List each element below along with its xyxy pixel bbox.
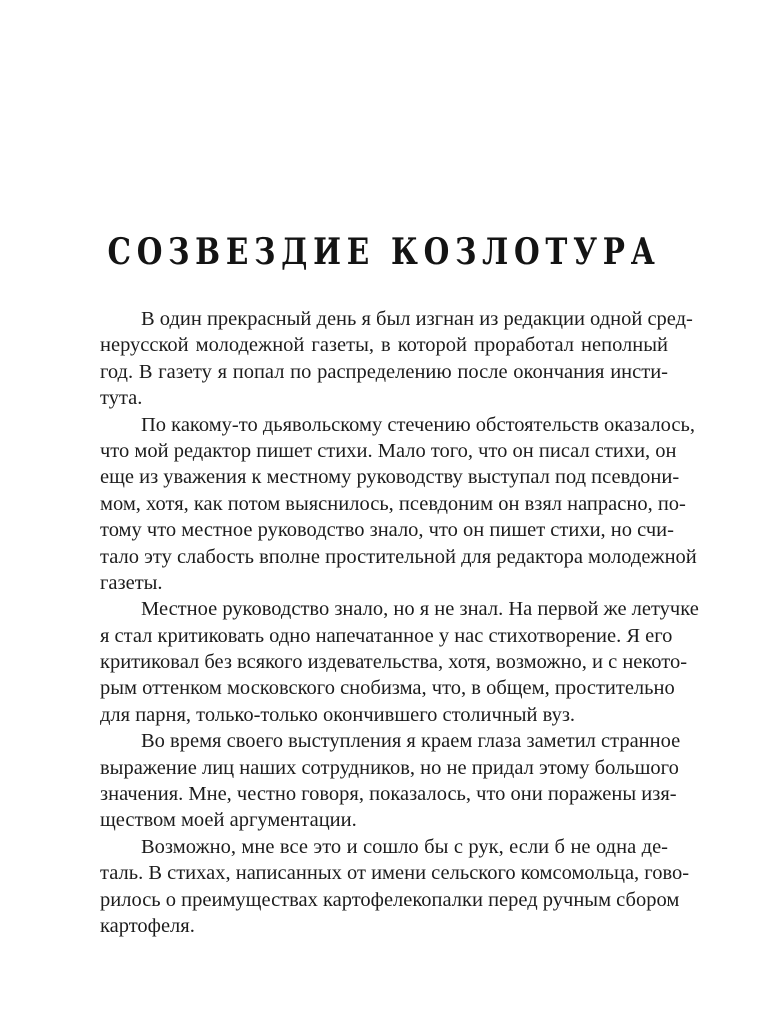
paragraph (100, 412, 697, 597)
paragraph (100, 596, 699, 728)
text-line: картофеля. (100, 914, 195, 937)
text-line: рилось о преимуществах картофелекопалки перед ручным сбором (100, 888, 680, 911)
text-line: тому что местное руководство знало, что он пишет стихи, но счи- (100, 519, 674, 542)
text-line: значения. Мне, честно говоря, показалось, что они поражены изя- (100, 783, 677, 806)
text-line: мом, хотя, как потом выяснилось, псевдоним он взял напрасно, по- (100, 492, 686, 515)
paragraph (100, 728, 681, 834)
text-line: таль. В стихах, написанных от имени сельского комсомольца, гово- (100, 862, 690, 885)
text-line: Возможно, мне все это и сошло бы с рук, если б не одна де- (141, 835, 668, 858)
text-line: выражение лиц наших сотрудников, но не придал этому большого (100, 756, 679, 779)
chapter-title: СОЗВЕЗДИЕ КОЗЛОТУРА (107, 231, 661, 273)
text-line: рым оттенком московского снобизма, что, в общем, простительно (100, 677, 675, 700)
text-line: я стал критиковать одно напечатанное у нас стихотворение. Я его (100, 624, 673, 647)
text-line: ществом моей аргументации. (100, 809, 357, 832)
text-line: Местное руководство знало, но я не знал. На первой же летучке (141, 598, 699, 621)
text-line: для парня, только-только окончившего столичный вуз. (100, 703, 576, 726)
paragraph (100, 834, 690, 940)
text-line: что мой редактор пишет стихи. Мало того, что он писал стихи, он (100, 439, 677, 462)
text-line: тута. (100, 387, 143, 410)
text-line: тало эту слабость вполне простительной для редактора молодежной (100, 545, 697, 568)
text-line: Во время своего выступления я краем глаза заметил странное (141, 730, 681, 753)
chapter-body (100, 306, 699, 939)
text-line: критиковал без всякого издевательства, хотя, возможно, и с некото- (100, 651, 688, 674)
text-line: год. В газету я попал по распределению после окончания инсти- (100, 360, 668, 383)
text-line: нерусской молодежной газеты, в которой проработал неполный (100, 334, 668, 357)
text-line: По какому-то дьявольскому стечению обстоятельств оказалось, (141, 413, 695, 436)
text-line: еще из уважения к местному руководству выступал под псевдони- (100, 466, 680, 489)
text-line: газеты. (100, 571, 163, 594)
text-line: В один прекрасный день я был изгнан из редакции одной сред- (141, 308, 693, 330)
paragraph (100, 306, 693, 412)
